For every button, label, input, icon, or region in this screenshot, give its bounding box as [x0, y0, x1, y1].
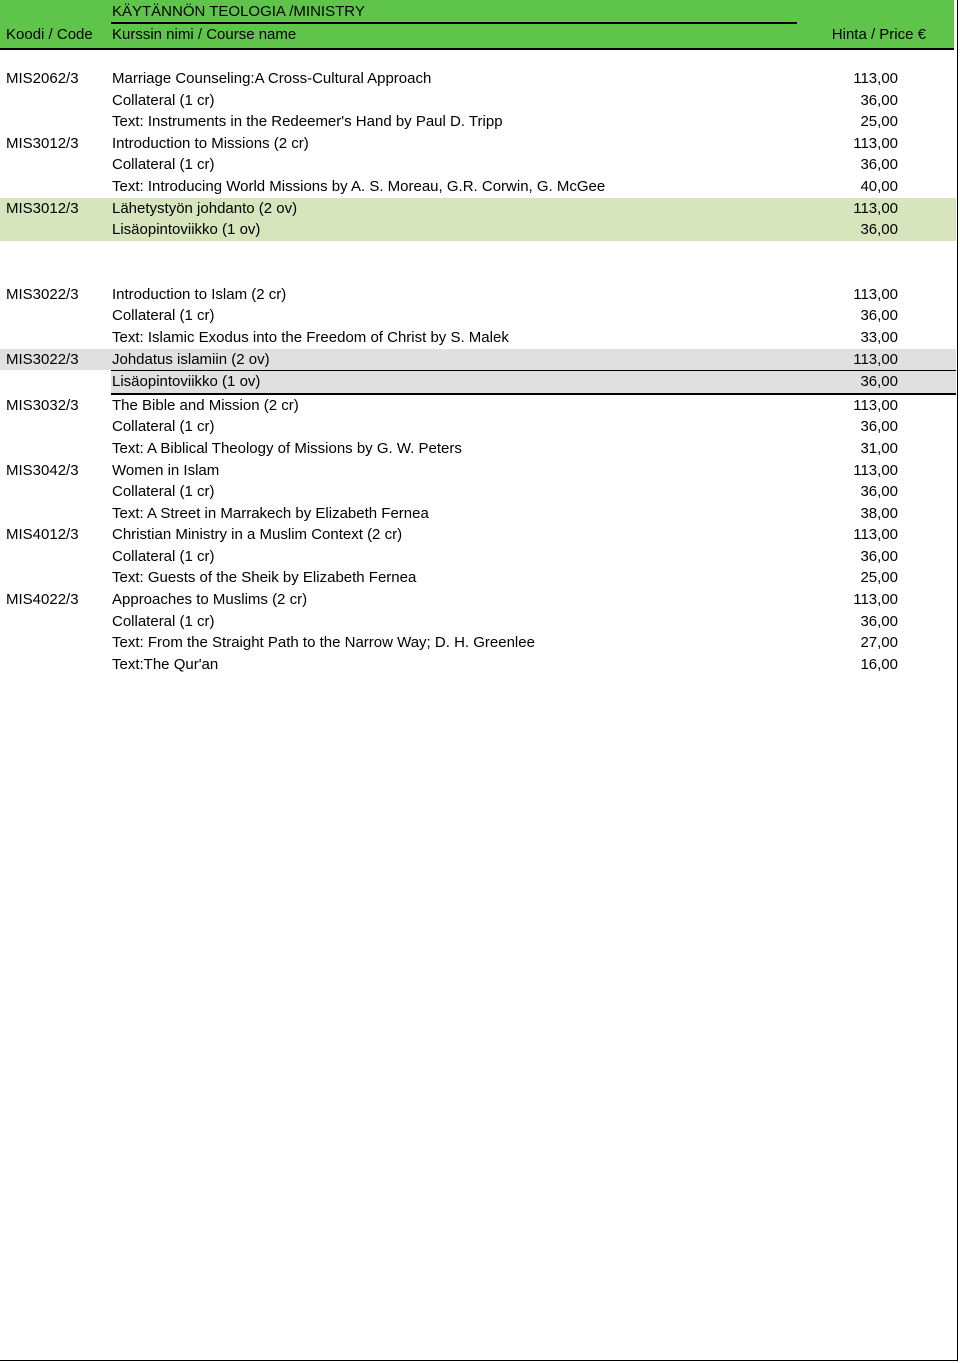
row-gap [0, 241, 956, 284]
table-row [0, 546, 956, 568]
table-row [0, 416, 956, 438]
course-name: Collateral (1 cr) [112, 418, 215, 436]
course-price: 113,00 [853, 199, 898, 217]
table-row [0, 154, 956, 176]
course-price: 36,00 [860, 221, 898, 239]
course-name: Collateral (1 cr) [112, 307, 215, 325]
course-name: Introduction to Islam (2 cr) [112, 285, 287, 303]
course-price: 36,00 [860, 483, 898, 501]
section-title: KÄYTÄNNÖN TEOLOGIA /MINISTRY [112, 3, 365, 20]
course-name: Text: Islamic Exodus into the Freedom of Christ by S. Malek [112, 328, 509, 346]
course-table-body [0, 68, 956, 675]
course-name: Women in Islam [112, 461, 220, 479]
column-header-course-name: Kurssin nimi / Course name [112, 26, 297, 43]
table-row [0, 567, 956, 589]
course-price: 36,00 [860, 307, 898, 325]
course-price: 33,00 [860, 328, 898, 346]
course-price: 36,00 [860, 373, 898, 391]
course-name: The Bible and Mission (2 cr) [112, 396, 299, 414]
course-price: 113,00 [853, 396, 898, 414]
course-price: 36,00 [860, 612, 898, 630]
course-price: 113,00 [853, 526, 898, 544]
table-row [0, 176, 956, 198]
course-name: Johdatus islamiin (2 ov) [112, 350, 270, 368]
course-code: MIS3012/3 [6, 134, 79, 152]
course-price: 38,00 [860, 504, 898, 522]
table-row [0, 68, 956, 90]
course-price: 113,00 [853, 134, 898, 152]
course-name: Text: Guests of the Sheik by Elizabeth Fernea [112, 569, 417, 587]
title-underline [111, 22, 797, 24]
course-name: Introduction to Missions (2 cr) [112, 134, 309, 152]
course-price: 113,00 [853, 350, 898, 368]
course-price: 40,00 [860, 177, 898, 195]
table-row [0, 654, 956, 676]
table-row [0, 305, 956, 327]
table-row-highlighted [0, 198, 956, 220]
course-code: MIS2062/3 [6, 70, 79, 87]
course-price: 36,00 [860, 547, 898, 565]
table-row [0, 395, 956, 417]
table-row [0, 611, 956, 633]
course-name: Lisäopintoviikko (1 ov) [112, 373, 261, 391]
course-name: Text:The Qur'an [112, 655, 219, 673]
course-code: MIS3012/3 [6, 199, 79, 217]
course-price: 25,00 [860, 569, 898, 587]
course-name: Approaches to Muslims (2 cr) [112, 591, 308, 609]
course-name: Text: From the Straight Path to the Narrow Way; D. H. Greenlee [112, 634, 535, 652]
table-row [0, 589, 956, 611]
course-code: MIS4022/3 [6, 591, 79, 609]
course-price: 113,00 [853, 591, 898, 609]
table-row [0, 481, 956, 503]
course-code: MIS3022/3 [6, 285, 79, 303]
course-code: MIS3042/3 [6, 461, 79, 479]
course-name: Text: Instruments in the Redeemer's Hand by Paul D. Tripp [112, 113, 503, 131]
course-name: Marriage Counseling:A Cross-Cultural Approach [112, 70, 432, 87]
course-price: 36,00 [860, 91, 898, 109]
course-name: Collateral (1 cr) [112, 91, 215, 109]
table-row-highlighted [111, 370, 956, 395]
course-price: 36,00 [860, 156, 898, 174]
course-price: 113,00 [853, 285, 898, 303]
table-row-highlighted [0, 219, 956, 241]
table-row [0, 327, 956, 349]
course-price: 27,00 [860, 634, 898, 652]
course-price: 25,00 [860, 113, 898, 131]
table-row [0, 524, 956, 546]
course-name: Text: A Biblical Theology of Missions by G. W. Peters [112, 439, 462, 457]
column-header-code: Koodi / Code [6, 26, 93, 43]
course-code: MIS4012/3 [6, 526, 79, 544]
course-code: MIS3032/3 [6, 396, 79, 414]
course-name: Collateral (1 cr) [112, 156, 215, 174]
table-row [0, 111, 956, 133]
table-row [0, 90, 956, 112]
course-name: Collateral (1 cr) [112, 483, 215, 501]
table-row [0, 438, 956, 460]
course-name: Lisäopintoviikko (1 ov) [112, 221, 261, 239]
table-row-highlighted [0, 349, 956, 371]
course-name: Lähetystyön johdanto (2 ov) [112, 199, 298, 217]
course-price: 16,00 [860, 655, 898, 673]
course-price: 113,00 [853, 70, 898, 87]
course-code: MIS3022/3 [6, 350, 79, 368]
column-header-price: Hinta / Price € [831, 26, 926, 43]
course-name: Christian Ministry in a Muslim Context (2 cr) [112, 526, 403, 544]
table-row [0, 632, 956, 654]
course-name: Collateral (1 cr) [112, 612, 215, 630]
course-price: 31,00 [860, 439, 898, 457]
table-row [0, 284, 956, 306]
course-price: 36,00 [860, 418, 898, 436]
course-price: 113,00 [853, 461, 898, 479]
course-name: Text: Introducing World Missions by A. S. Moreau, G.R. Corwin, G. McGee [112, 177, 606, 195]
table-row [0, 503, 956, 525]
table-row [0, 133, 956, 155]
course-name: Collateral (1 cr) [112, 547, 215, 565]
course-name: Text: A Street in Marrakech by Elizabeth Fernea [112, 504, 429, 522]
table-row [0, 460, 956, 482]
table-header [0, 0, 954, 50]
